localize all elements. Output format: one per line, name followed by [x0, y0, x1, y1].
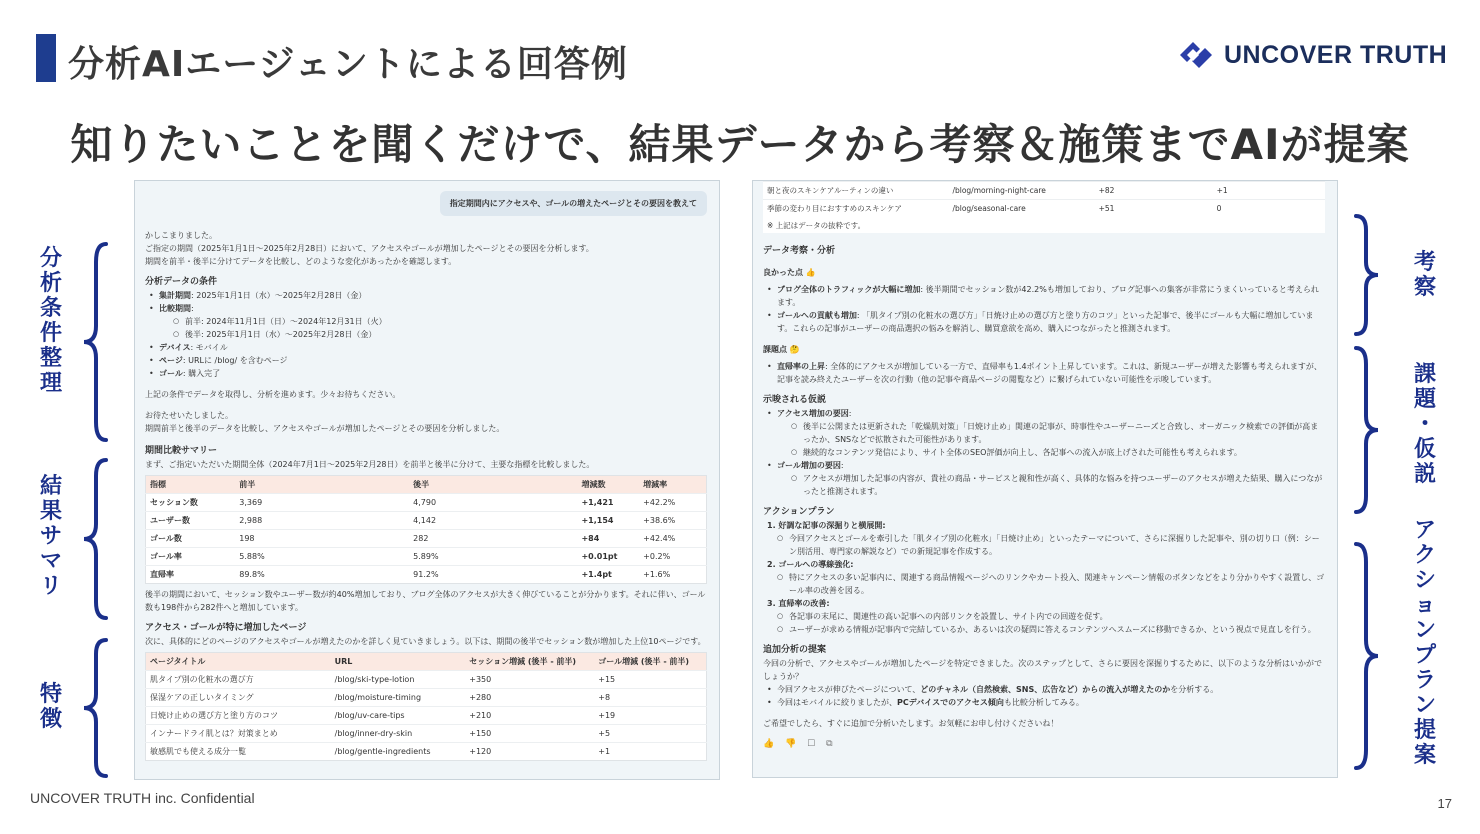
- label-features: [36, 682, 66, 732]
- table-cell: 198: [235, 530, 409, 548]
- table-cell: +350: [465, 671, 594, 689]
- table-cell: 89.8%: [235, 566, 409, 584]
- vertical-label-text: ア ク シ ョ ン プ ラ ン 提 案: [1413, 518, 1436, 768]
- table-cell: /blog/morning-night-care: [948, 182, 1094, 200]
- brace-insight: [1352, 212, 1382, 338]
- chat-panel-left: [134, 180, 720, 780]
- table-row: [146, 725, 707, 743]
- table-note: ※ 上記はデータの抜粋です。: [763, 217, 1325, 233]
- pages-table-continued: [763, 181, 1325, 217]
- table-cell: +210: [465, 707, 594, 725]
- table-cell: 敏感肌でも使える成分一覧: [146, 743, 331, 761]
- table-cell: ユーザー数: [146, 512, 236, 530]
- hypothesis-title: 示唆される仮説: [763, 395, 827, 405]
- summary-after: 後半の期間において、セッション数やユーザー数が約40%増加しており、ブログ全体のアクセスが大きく伸びていることが分かります。それに伴い、ゴール数も198件から282件へと増加しています。: [145, 590, 706, 612]
- brace-issue: [1352, 344, 1382, 516]
- intro-line: 期間を前半・後半に分けてデータを比較し、どのような変化があったかを確認します。: [145, 257, 457, 266]
- action-item: 3. 直帰率の改善:: [767, 599, 830, 608]
- intro-line: かしこまりました。: [145, 231, 217, 240]
- pages-table: [145, 652, 707, 761]
- vertical-label-text: 分 析 条 件 整 理: [39, 246, 62, 396]
- table-cell: 2,988: [235, 512, 409, 530]
- vertical-label-text: 特 徴: [39, 682, 62, 732]
- table-cell: +38.6%: [639, 512, 706, 530]
- good-title: 良かった点 👍: [763, 268, 816, 277]
- more-analysis-list: [763, 683, 1325, 709]
- list-item: • 集計期間: 2025年1月1日（水）〜2025年2月28日（金）: [145, 289, 707, 302]
- list-item: ○ 後半に公開または更新された「乾燥肌対策」「日焼け止め」関連の記事が、時事性やユーザーニーズと合致し、オーガニック検索での評価が高まったか、SNSなどで拡散された可能性があります。: [777, 420, 1325, 446]
- table-row: [146, 512, 707, 530]
- table-cell: +19: [594, 707, 706, 725]
- table-cell: +42.2%: [639, 494, 706, 512]
- table-cell: 0: [1213, 200, 1325, 218]
- vertical-label-text: 課 題 ・ 仮 説: [1413, 362, 1436, 487]
- table-header: 増減率: [639, 476, 706, 494]
- table-row: [146, 548, 707, 566]
- table-cell: +1,154: [577, 512, 639, 530]
- table-cell: /blog/inner-dry-skin: [331, 725, 466, 743]
- conditions-list: [145, 289, 707, 380]
- slide-title: 分析AIエージェントによる回答例: [68, 44, 628, 85]
- table-row: [146, 707, 707, 725]
- analysis-title: データ考察・分析: [763, 246, 836, 256]
- table-header: 指標: [146, 476, 236, 494]
- issue-title: 課題点 🤔: [763, 345, 800, 354]
- label-issue: [1410, 362, 1440, 487]
- table-cell: 5.88%: [235, 548, 409, 566]
- more-analysis-title: 追加分析の提案: [763, 645, 827, 655]
- brace-action: [1352, 540, 1382, 772]
- table-cell: インナードライ肌とは？対策まとめ: [146, 725, 331, 743]
- issue-list: [763, 360, 1325, 386]
- table-cell: ゴール数: [146, 530, 236, 548]
- chat-panel-right: [752, 180, 1338, 778]
- label-conditions: [36, 246, 66, 396]
- vertical-label-text: 結 果 サ マ リ: [39, 474, 62, 599]
- table-cell: +5: [594, 725, 706, 743]
- action-item: 2. ゴールへの導線強化:: [767, 560, 854, 569]
- label-action: [1410, 518, 1440, 768]
- pages-intro: 次に、具体的にどのページのアクセスやゴールが増えたのかを詳しく見ていきましょう。以下は、期間の後半でセッション数が増加した上位10ページです。: [145, 637, 706, 646]
- table-header: 後半: [409, 476, 577, 494]
- list-item: • ゴール増加の要因: ○ アクセスが増加した記事の内容が、貴社の商品・サービスと親和性が高く、具体的な悩みを持つユーザーのアクセスが増えた結果、購入につながったと推測されます。: [763, 459, 1325, 498]
- label-summary: [36, 474, 66, 599]
- table-cell: +0.2%: [639, 548, 706, 566]
- table-cell: /blog/uv-care-tips: [331, 707, 466, 725]
- list-item: ○ 前半: 2024年11月1日（日）〜2024年12月31日（火）: [159, 315, 707, 328]
- logo-text: UNCOVER TRUTH: [1224, 40, 1448, 69]
- table-cell: +150: [465, 725, 594, 743]
- vertical-label-text: 考 察: [1413, 250, 1436, 300]
- list-item: • ゴール: 購入完了: [145, 367, 707, 380]
- brace-summary: [80, 456, 110, 622]
- table-cell: /blog/gentle-ingredients: [331, 743, 466, 761]
- table-header: セッション増減 (後半 - 前半): [465, 653, 594, 671]
- table-cell: +1,421: [577, 494, 639, 512]
- table-cell: /blog/ski-type-lotion: [331, 671, 466, 689]
- headline: 知りたいことを聞くだけで、結果データから考察＆施策までAIが提案: [70, 120, 1410, 169]
- list-item: • 今回はモバイルに絞りましたが、PCデバイスでのアクセス傾向も比較分析してみる。: [763, 696, 1325, 709]
- table-cell: +0.01pt: [577, 548, 639, 566]
- brace-features: [80, 636, 110, 780]
- table-header: 増減数: [577, 476, 639, 494]
- title-accent-bar: [36, 34, 56, 82]
- table-header: URL: [331, 653, 466, 671]
- table-cell: +1.6%: [639, 566, 706, 584]
- table-cell: +82: [1095, 182, 1213, 200]
- table-cell: 3,369: [235, 494, 409, 512]
- table-cell: /blog/seasonal-care: [948, 200, 1094, 218]
- action-list: [763, 519, 1325, 636]
- table-cell: 282: [409, 530, 577, 548]
- table-cell: +1: [594, 743, 706, 761]
- fetch-text: 上記の条件でデータを取得し、分析を進めます。少々お待ちください。: [145, 390, 401, 399]
- list-item: ○ ユーザーが求める情報が記事内で完結しているか、あるいは次の疑問に答えるコンテンツへスムーズに移動できるか、という視点で見直しを行う。: [763, 623, 1325, 636]
- hypothesis-list: [763, 407, 1325, 498]
- good-list: [763, 283, 1325, 335]
- more-analysis-intro: 今回の分析で、アクセスやゴールが増加したページを特定できました。次のステップとして、さらに要因を深掘りするために、以下のような分析はいかがでしょうか？: [763, 659, 1322, 681]
- list-item: ○ 特にアクセスの多い記事内に、関連する商品情報ページへのリンクやカート投入、関連キャンペーン情報のボタンなどをより分かりやすく設置し、ゴール率の改善を図る。: [763, 571, 1325, 597]
- table-cell: +51: [1095, 200, 1213, 218]
- user-message: 指定期間内にアクセスや、ゴールの増えたページとその要因を教えて: [440, 191, 707, 216]
- table-cell: 91.2%: [409, 566, 577, 584]
- table-cell: /blog/moisture-timing: [331, 689, 466, 707]
- table-cell: +280: [465, 689, 594, 707]
- list-item: • ゴールへの貢献も増加: 「肌タイプ別の化粧水の選び方」「日焼け止めの選び方と塗り方のコツ」といった記事で、後半にゴールも大幅に増加しています。これらの記事がユーザーの商品選択の悩みを解消し、購買意欲を高め、購入につながったと推測されます。: [763, 309, 1325, 335]
- table-cell: ゴール率: [146, 548, 236, 566]
- action-item: 1. 好調な記事の深掘りと横展開:: [767, 521, 886, 530]
- table-cell: 日焼け止めの選び方と塗り方のコツ: [146, 707, 331, 725]
- table-row: [146, 671, 707, 689]
- assistant-response-right: [763, 181, 1325, 751]
- table-cell: 4,790: [409, 494, 577, 512]
- list-item: ○ 今回アクセスとゴールを牽引した「肌タイプ別の化粧水」「日焼け止め」といったテーマについて、さらに深掘りした記事や、別の切り口（例：シーン別活用、専門家の解説など）での新規記事を作成する。: [763, 532, 1325, 558]
- label-insight: [1410, 250, 1440, 300]
- list-item: • ブログ全体のトラフィックが大幅に増加: 後半期間でセッション数が42.2%も増加しており、ブログ記事への集客が非常にうまくいっていると考えられます。: [763, 283, 1325, 309]
- action-title: アクションプラン: [763, 507, 835, 517]
- closing-text: ご希望でしたら、すぐに追加で分析いたします。お気軽にお申し付けくださいね！: [763, 719, 1059, 728]
- list-item: ○ 各記事の末尾に、関連性の高い記事への内部リンクを設置し、サイト内での回遊を促す。: [763, 610, 1325, 623]
- table-row: [146, 494, 707, 512]
- table-cell: 季節の変わり目におすすめのスキンケア: [763, 200, 948, 218]
- table-cell: +120: [465, 743, 594, 761]
- summary-intro: まず、ご指定いただいた期間全体（2024年7月1日〜2025年2月28日）を前半と後半に分けて、主要な指標を比較しました。: [145, 460, 595, 469]
- table-cell: 直帰率: [146, 566, 236, 584]
- company-logo: [1176, 38, 1447, 72]
- list-item: • 今回アクセスが伸びたページについて、どのチャネル（自然検索、SNS、広告など）からの流入が増えたのかを分析する。: [763, 683, 1325, 696]
- table-row: [146, 743, 707, 761]
- table-cell: 肌タイプ別の化粧水の選び方: [146, 671, 331, 689]
- footer-confidential: UNCOVER TRUTH inc. Confidential: [30, 790, 255, 806]
- list-item: ○ 後半: 2025年1月1日（水）〜2025年2月28日（金）: [159, 328, 707, 341]
- pages-title: アクセス・ゴールが特に増加したページ: [145, 623, 307, 633]
- table-cell: +1.4pt: [577, 566, 639, 584]
- table-cell: 4,142: [409, 512, 577, 530]
- table-row: [146, 566, 707, 584]
- table-cell: セッション数: [146, 494, 236, 512]
- list-item: • 直帰率の上昇: 全体的にアクセスが増加している一方で、直帰率も1.4ポイント上昇しています。これは、新規ユーザーが増えた影響も考えられますが、記事を読み終えたユーザーを次の行動（他の記事や商品ページの閲覧など）に繋げられていない可能性を示唆しています。: [763, 360, 1325, 386]
- list-item: • ページ: URLに /blog/ を含むページ: [145, 354, 707, 367]
- table-row: [763, 200, 1325, 218]
- feedback-icons[interactable]: 👍 👎 ☐ ⧉: [763, 739, 837, 749]
- list-item: ○ アクセスが増加した記事の内容が、貴社の商品・サービスと親和性が高く、具体的な悩みを持つユーザーのアクセスが増えた結果、購入につながったと推測されます。: [777, 472, 1325, 498]
- summary-title: 期間比較サマリー: [145, 446, 218, 456]
- table-row: [146, 530, 707, 548]
- summary-table: [145, 475, 707, 584]
- table-cell: +8: [594, 689, 706, 707]
- table-cell: +1: [1213, 182, 1325, 200]
- logo-mark-icon: [1176, 38, 1216, 72]
- table-header: ページタイトル: [146, 653, 331, 671]
- list-item: • デバイス: モバイル: [145, 341, 707, 354]
- list-item: • アクセス増加の要因: ○ 後半に公開または更新された「乾燥肌対策」「日焼け止め」関連の記事が、時事性やユーザーニーズと合致し、オーガニック検索での評価が高まったか、SNSなどで拡散された可能性があります。 ○ 継続的なコンテンツ発信により、サイト全体のSEO評価が向上し、各記事への流入が底上げされた可能性も考えられます。: [763, 407, 1325, 459]
- table-row: [763, 182, 1325, 200]
- list-item: • 比較期間: ○ 前半: 2024年11月1日（日）〜2024年12月31日（火） ○ 後半: 2025年1月1日（水）〜2025年2月28日（金）: [145, 302, 707, 341]
- assistant-response-left: [145, 229, 707, 761]
- table-header: 前半: [235, 476, 409, 494]
- brace-conditions: [80, 240, 110, 444]
- page-number: 17: [1437, 796, 1452, 811]
- table-cell: 朝と夜のスキンケアルーティンの違い: [763, 182, 948, 200]
- table-header: ゴール増減 (後半 - 前半): [594, 653, 706, 671]
- conditions-title: 分析データの条件: [145, 277, 218, 287]
- table-cell: 保湿ケアの正しいタイミング: [146, 689, 331, 707]
- intro-line: ご指定の期間（2025年1月1日〜2025年2月28日）において、アクセスやゴールが増加したページとその要因を分析します。: [145, 244, 594, 253]
- table-cell: +15: [594, 671, 706, 689]
- table-cell: +84: [577, 530, 639, 548]
- wait-text: お待たせいたしました。: [145, 411, 233, 420]
- wait-text: 期間前半と後半のデータを比較し、アクセスやゴールが増加したページとその要因を分析しました。: [145, 424, 505, 433]
- table-cell: 5.89%: [409, 548, 577, 566]
- list-item: ○ 継続的なコンテンツ発信により、サイト全体のSEO評価が向上し、各記事への流入が底上げされた可能性も考えられます。: [777, 446, 1325, 459]
- table-row: [146, 689, 707, 707]
- table-cell: +42.4%: [639, 530, 706, 548]
